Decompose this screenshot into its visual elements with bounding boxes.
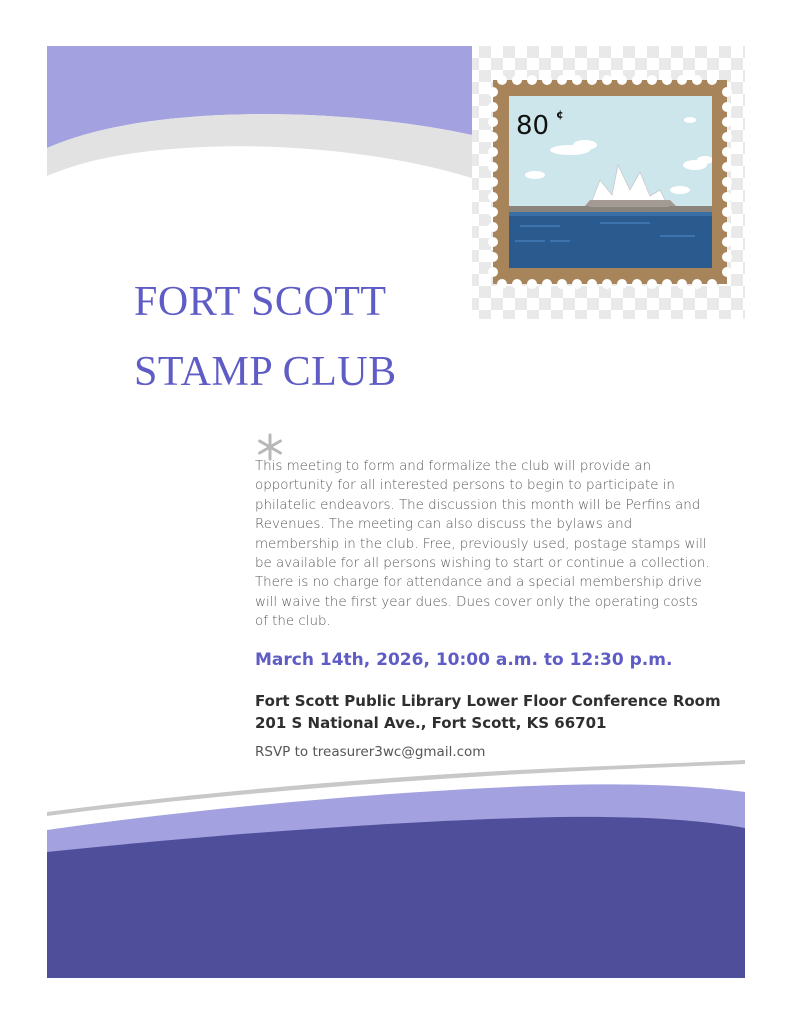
meeting-date-time: March 14th, 2026, 10:00 a.m. to 12:30 p.m. [255, 650, 673, 670]
top-wave [47, 46, 472, 178]
meeting-description: This meeting to form and formalize the club will provide an opportunity for all interested persons to begin to participate in philatelic endeavors. The discussion this month will be Perfins and Revenues. The meeting can also discuss the bylaws and membership in the club. Free, previously used, postage stamps will be available for all persons wishing to start or continue a collection. There is no charge for attendance and a special membership drive will waive the first year dues. Dues cover only the operating costs of the club. [255, 459, 710, 630]
club-title-line-2: STAMP CLUB [134, 349, 397, 395]
stamp-currency-mark: ¢ [556, 108, 564, 121]
meeting-location: Fort Scott Public Library Lower Floor Conference Room 201 S National Ave., Fort Scott, KS 66701 [255, 692, 721, 732]
stamp-image [488, 75, 732, 289]
club-title-line-1: FORT SCOTT [134, 279, 387, 325]
bottom-wave [47, 760, 745, 978]
stamp-value: 80 [516, 111, 550, 141]
rsvp-contact: RSVP to treasurer3wc@gmail.com [255, 744, 486, 760]
